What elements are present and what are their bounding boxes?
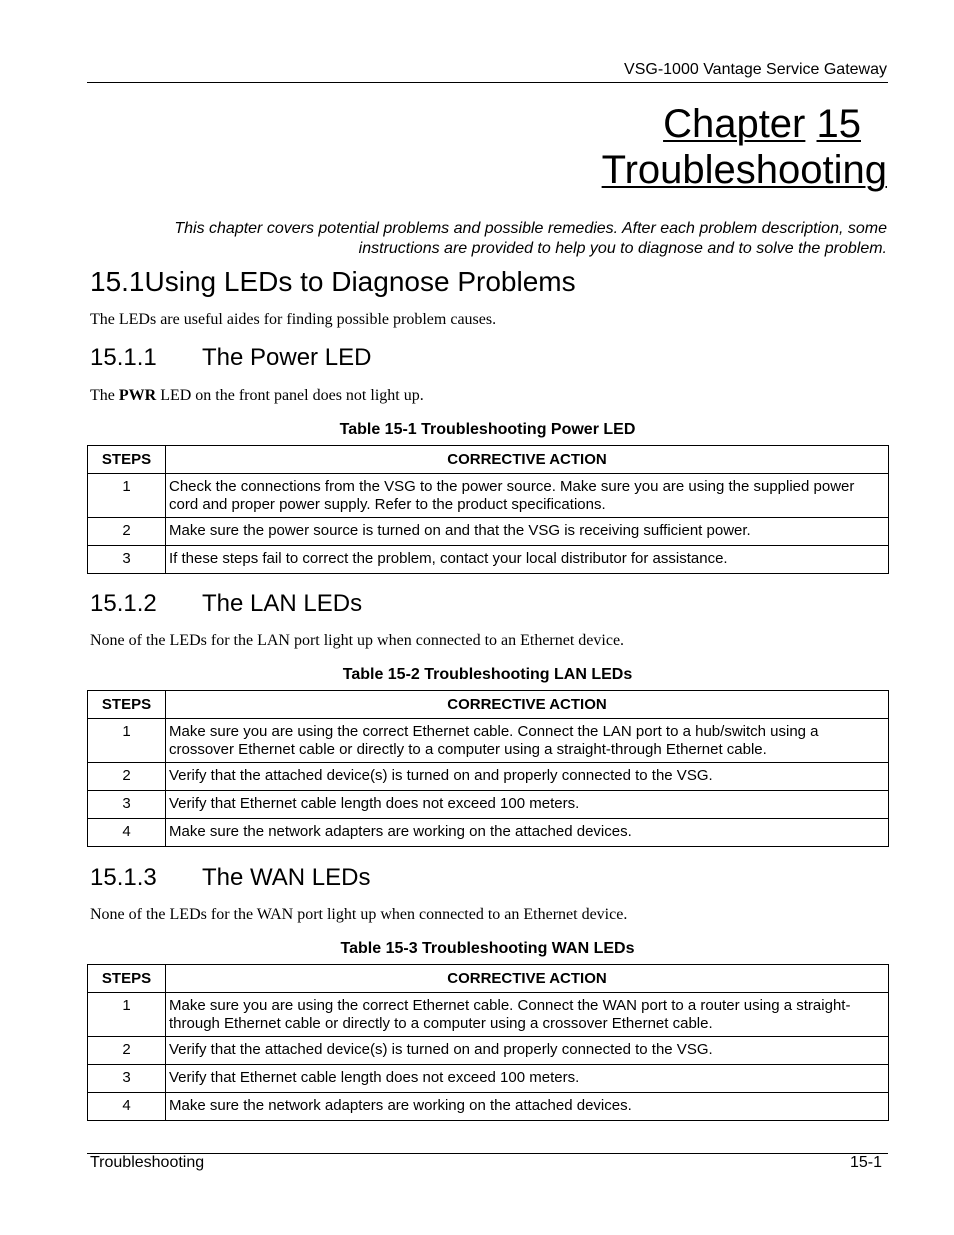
lan-title: The LAN LEDs (202, 590, 363, 617)
step-number: 1 (88, 474, 166, 518)
step-action: Make sure you are using the correct Ethernet cable. Connect the LAN port to a hub/switch using a crossover Ethernet cable or directly to a computer using a straight-through Ethernet cable. (166, 719, 889, 763)
lan-table (87, 690, 889, 847)
lan-table-caption: Table 15-2 Troubleshooting LAN LEDs (342, 666, 633, 683)
wan-number: 15.1.3 (90, 864, 157, 891)
step-action: Make sure you are using the correct Ethernet cable. Connect the WAN port to a router using a straight-through Ethernet cable or directly to a computer using a crossover Ethernet cable. (166, 993, 889, 1037)
steps-header: STEPS (88, 965, 166, 993)
wan-text: None of the LEDs for the WAN port light up when connected to an Ethernet device. (90, 906, 628, 923)
footer-rule (87, 1153, 888, 1154)
step-number: 2 (88, 518, 166, 546)
step-action: Verify that Ethernet cable length does not exceed 100 meters. (166, 791, 889, 819)
table-row (88, 791, 889, 819)
action-header: CORRECTIVE ACTION (166, 446, 889, 474)
power-number: 15.1.1 (90, 344, 157, 371)
step-number: 4 (88, 1093, 166, 1121)
lan-text: None of the LEDs for the LAN port light up when connected to an Ethernet device. (90, 632, 625, 649)
action-header: CORRECTIVE ACTION (166, 691, 889, 719)
power-text-after: LED on the front panel does not light up. (156, 387, 424, 404)
table-header-row (88, 965, 889, 993)
table-row (88, 1065, 889, 1093)
wan-heading (90, 864, 370, 892)
step-action: If these steps fail to correct the problem, contact your local distributor for assistance. (166, 546, 889, 574)
footer-page-number: 15-1 (849, 1154, 882, 1171)
step-number: 1 (88, 719, 166, 763)
table-row (88, 763, 889, 791)
table-row (88, 1093, 889, 1121)
table-row (88, 819, 889, 847)
power-table-caption: Table 15-1 Troubleshooting Power LED (339, 421, 636, 438)
table-row (88, 993, 889, 1037)
chapter-intro: This chapter covers potential problems and possible remedies. After each problem description, some instructions are provided to help you to diagnose and to solve the problem. (174, 220, 887, 257)
lan-number: 15.1.2 (90, 590, 157, 617)
header-rule (87, 82, 888, 83)
step-action: Verify that Ethernet cable length does not exceed 100 meters. (166, 1065, 889, 1093)
wan-title: The WAN LEDs (202, 864, 371, 891)
table-row (88, 518, 889, 546)
section-number: 15.1 (90, 266, 145, 297)
step-action: Verify that the attached device(s) is turned on and properly connected to the VSG. (166, 763, 889, 791)
section-text: The LEDs are useful aides for finding possible problem causes. (90, 311, 497, 328)
table-header-row (88, 446, 889, 474)
step-number: 4 (88, 819, 166, 847)
power-text-bold: PWR (118, 387, 157, 404)
step-action: Make sure the network adapters are working on the attached devices. (166, 1093, 889, 1121)
steps-header: STEPS (88, 446, 166, 474)
step-action: Make sure the power source is turned on and that the VSG is receiving sufficient power. (166, 518, 889, 546)
table-row (88, 474, 889, 518)
table-row (88, 719, 889, 763)
wan-table (87, 964, 889, 1121)
power-text-before: The (90, 387, 119, 404)
section-heading (90, 266, 576, 298)
footer-chapter-name: Troubleshooting (90, 1154, 205, 1171)
wan-table-caption: Table 15-3 Troubleshooting WAN LEDs (340, 940, 635, 957)
power-title: The Power LED (202, 344, 372, 371)
step-number: 2 (88, 763, 166, 791)
chapter-number: 15 (816, 102, 861, 146)
power-table (87, 445, 889, 574)
action-header: CORRECTIVE ACTION (166, 965, 889, 993)
step-action: Check the connections from the VSG to the power source. Make sure you are using the supplied power cord and proper power supply. Refer to the product specifications. (166, 474, 889, 518)
lan-heading (90, 590, 362, 618)
chapter-heading (663, 100, 861, 148)
step-action: Make sure the network adapters are working on the attached devices. (166, 819, 889, 847)
table-row (88, 1037, 889, 1065)
step-action: Verify that the attached device(s) is turned on and properly connected to the VSG. (166, 1037, 889, 1065)
step-number: 3 (88, 1065, 166, 1093)
chapter-label: Chapter (663, 102, 806, 146)
table-header-row (88, 691, 889, 719)
step-number: 1 (88, 993, 166, 1037)
power-text (90, 387, 424, 405)
step-number: 2 (88, 1037, 166, 1065)
power-heading (90, 344, 371, 372)
chapter-title: Troubleshooting (601, 148, 887, 192)
step-number: 3 (88, 791, 166, 819)
steps-header: STEPS (88, 691, 166, 719)
running-header: VSG-1000 Vantage Service Gateway (624, 61, 887, 78)
table-row (88, 546, 889, 574)
section-title: Using LEDs to Diagnose Problems (144, 266, 576, 297)
step-number: 3 (88, 546, 166, 574)
